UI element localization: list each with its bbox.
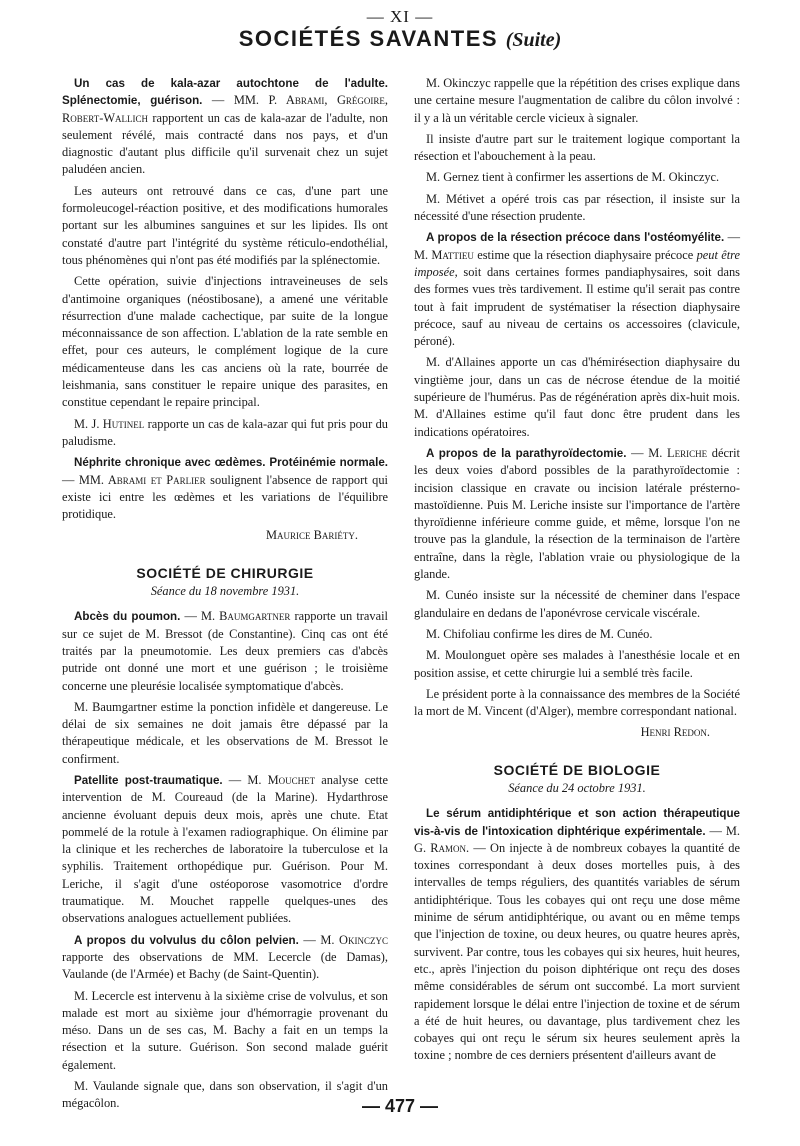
page-number: — 477 — xyxy=(361,1096,439,1116)
paragraph-text: soit dans certaines formes pandiaphysaires, soit dans des formes vues très tardivement. Il estime qu'il serait pas contre tout à fait imprudent de systématiser la résection diaphysaire précoce, sauf au niveau de certains os accessoires (clavicule, péroné). xyxy=(414,264,740,349)
title-text: SOCIÉTÉS SAVANTES xyxy=(238,26,499,51)
paragraph-text-italic: peut être imposée, xyxy=(414,247,740,279)
paragraph-text: rapporte un travail sur ce sujet de M. Bressot (de Constantine). Cinq cas ont été traités par la pneumotomie. Les deux premiers cas d'abcès putride ont donné une mort et une guérison ; le troisième concerne une pleurésie localisée symptomatique d'abcès. xyxy=(62,609,388,693)
paragraph-text: analyse cette intervention de M. Coureaud (de la Marine). Hydarthrose ancienne évoluant depuis deux mois, après une chute. Etat pommelé de la rotule à l'examen radiographique. On élimine par la clinique et les recherches de laboratoire la tuberculose et la syphilis. Traitement orthopédique pur. Guérison. Pour M. Leriche, il s'agit d'une ostéoporose vasomotrice d'ordre traumatique. M. Mouchet rappelle quelques-unes des observations analogues actuellement publiées. xyxy=(62,772,388,926)
article-parathyroidectomie: A propos de la parathyroïdectomie. — M. Leriche décrit les deux voies d'abord possibles de la parathyroïdectomie : incision classique en cravate ou incision latérale présterno-mastoïdienne. Puis M. Leriche insiste sur l'importance de l'artère thyroïdienne inférieure comme guide, et même, lorsque l'on ne trouve pas la glandule, la résection de la terminaison de l'artère entraîne, dans la règle, l'ablation vraie ou physiologique de la glande. xyxy=(414,445,740,582)
paragraph: Les auteurs ont retrouvé dans ce cas, d'une part une formoleucogel-réaction positive, et des modifications humorales portant sur les albumines sanguines et sur les lipides. Ils ont constaté d'autre part l'intégrité du système réticulo-endothélial, tous phénomènes qui n'ont pas été modifiés par la splénectomie. xyxy=(62,183,388,267)
author: M. G. Ramon. xyxy=(414,823,740,855)
article-title: Patellite post-traumatique. xyxy=(74,773,223,787)
article-serum: Le sérum antidiphtérique et son action thérapeutique vis-à-vis de l'intoxication diphtérique expérimentale. — M. G. Ramon. — On injecte à de nombreux cobayes la quantité de toxines correspondant à deux doses mortelles puis, à des intervalles de temps réguliers, des quantités variables de sérum antidiphtérique. Tous les cobayes qui ont reçu une dose même minime de sérum antidiphtérique, ou avant ou en même temps que l'injection de toxine, ou deux heures, ou quatre heures après, survivent. Par contre, tous les cobayes qui six heures, huit heures, etc., après l'injection du poison diphtérique ont reçu des doses même considérables de sérum ont succombé. La mort survient rapidement lorsque le délai entre l'injection de toxine et de sérum a été de huit heures, ou davantage, plus tardivement chez les cobayes qui ont reçu le sérum six heures seulement après la toxine ; nombre de ces derniers présentent d'ailleurs avant de xyxy=(414,807,740,1063)
author: M. Okinczyc xyxy=(320,932,388,947)
paragraph xyxy=(62,416,388,451)
page-title xyxy=(0,26,800,51)
author: M. J. Hutinel xyxy=(74,416,145,431)
author: M. Leriche xyxy=(648,445,708,460)
paragraph: M. Baumgartner estime la ponction infidèle et dangereuse. Le délai de six semaines ne doit jamais être dépassé par la thérapeutique médicale, et les observations de M. Bressot le confirment. xyxy=(62,699,388,766)
paragraph: M. Okinczyc rappelle que la répétition des crises explique dans une certaine mesure l'augmentation de calibre du côlon involvé : il y a là un véritable cercle vicieux à signaler. xyxy=(414,76,740,125)
paragraph: M. Lecercle est intervenu à la sixième crise de volvulus, et son malade est mort au sixième jour d'hémorragie provenant du méso. Dans un de ses cas, M. Bachy a fait en un temps la résection et la suture. Guérison. Son second malade guérit également. xyxy=(62,988,388,1072)
article-patellite: Patellite post-traumatique. — M. Mouchet analyse cette intervention de M. Coureaud (de la Marine). Hydarthrose ancienne évoluant depuis deux mois, après une chute. Etat pommelé de la rotule à l'examen radiographique. On élimine par la clinique et les recherches de laboratoire la tuberculose et la syphilis. Traitement orthopédique pur. Guérison. Pour M. Leriche, il s'agit d'une ostéoporose vasomotrice d'ordre traumatique. M. Mouchet rappelle quelques-unes des observations analogues actuellement publiées. xyxy=(62,772,388,926)
authors: MM. P. Abrami, Grégoire, Robert-Wallich xyxy=(62,93,388,125)
paragraph: M. Chifoliau confirme les dires de M. Cunéo. xyxy=(426,626,653,641)
section-title-biologie: SOCIÉTÉ DE BIOLOGIE xyxy=(493,761,661,778)
paragraph: M. Vaulande signale que, dans son observation, il s'agit d'un mégacôlon. xyxy=(62,1079,388,1111)
article-title: A propos du volvulus du côlon pelvien. xyxy=(74,933,299,947)
authors: MM. Abrami et Parlier xyxy=(78,472,206,487)
paragraph-text: soulignent l'absence de rapport qui existe ici entre les œdèmes et les variations de l'équilibre protidique. xyxy=(62,472,388,522)
paragraph: Cette opération, suivie d'injections intraveineuses de sels d'antimoine organiques (néostibosane), a amené une véritable résurrection d'une malade cachectique, par suite de la longue méconnaissance de son affection. L'ablation de la rate semble en effet, pour ces auteurs, le complément logique de la cure médicamenteuse dans les cas anciens où la rate, bourrée de leishmania, sans constituer le repaire unique des parasites, en constitue cependant le repaire principal. xyxy=(62,274,388,410)
article-volvulus: A propos du volvulus du côlon pelvien. — M. Okinczyc rapporte des observations de MM. Lecercle (de Damas), Vaulande (de l'Armée) et Bachy (de Saint-Quentin). xyxy=(62,932,388,982)
page-roman-numeral: — XI — xyxy=(366,7,434,26)
article-kala-azar: Un cas de kala-azar autochtone de l'adulte. Splénectomie, guérison. — MM. P. Abrami, Grégoire, Robert-Wallich rapportent un cas de kala-azar de l'adulte, non seulement révélé, mais contracté dans nos pays, et d'un diagnostic d'autant plus difficile qu'il survenait chez un sujet paludéen ancien. xyxy=(62,77,388,177)
right-column xyxy=(414,75,740,1069)
article-title: Abcès du poumon. xyxy=(74,610,181,624)
paragraph-text: décrit les deux voies d'abord possibles de la parathyroïdectomie : incision classique en cravate ou incision latérale présterno-mastoïdienne. Puis M. Leriche insiste sur l'importance de l'artère thyroïdienne inférieure comme guide, et même, lorsque l'on ne trouve pas la glandule, la résection de la terminaison de l'artère entraîne, dans la règle, l'ablation vraie ou physiologique de la glande. xyxy=(414,445,740,582)
paragraph-text: estime que la résection diaphysaire précoce xyxy=(477,247,694,262)
article-title: A propos de la parathyroïdectomie. xyxy=(426,446,627,460)
article-title: Néphrite chronique avec œdèmes. Protéinémie normale. xyxy=(74,456,388,470)
paragraph: M. d'Allaines apporte un cas d'hémirésection diaphysaire du vingtième jour, dans un cas de nécrose étendue de la moitié supérieure de l'humérus. Pas de régénération après dix-huit mois. M. d'Allaines estime qu'il faut donc être prudent dans les indications opératoires. xyxy=(414,355,740,439)
author: M. Mattieu xyxy=(414,247,474,262)
section-title-chirurgie: SOCIÉTÉ DE CHIRURGIE xyxy=(136,564,314,581)
section-date: Séance du 18 novembre 1931. xyxy=(150,584,300,599)
paragraph: Le président porte à la connaissance des membres de la Société la mort de M. Vincent (d'Alger), membre correspondant national. xyxy=(414,686,740,719)
article-title: A propos de la résection précoce dans l'ostéomyélite. xyxy=(426,231,725,245)
author: M. Mouchet xyxy=(247,772,316,787)
paragraph: M. Moulonguet opère ses malades à l'anesthésie locale et en position assise, et cette chirurgie lui a semblé très facile. xyxy=(414,648,740,680)
paragraph-text: rapportent un cas de kala-azar de l'adulte, non seulement révélé, mais contracté dans nos pays, et d'un diagnostic d'autant plus difficile qu'il survenait chez un sujet paludéen ancien. xyxy=(62,110,388,177)
article-abces: Abcès du poumon. — M. Baumgartner rapporte un travail sur ce sujet de M. Bressot (de Constantine). Cinq cas ont été traités par la pneumotomie. Les deux premiers cas d'abcès putride ont donné une mort et une guérison ; le troisième concerne une pleurésie localisée symptomatique d'abcès. xyxy=(62,609,388,693)
author: M. Baumgartner xyxy=(200,609,291,624)
signature: Henri Redon. xyxy=(640,725,710,740)
article-nephrite: Néphrite chronique avec œdèmes. Protéinémie normale. — MM. Abrami et Parlier soulignent l'absence de rapport qui existe ici entre les œdèmes et les variations de l'équilibre protidique. xyxy=(62,456,388,522)
left-column xyxy=(62,75,388,1117)
section-date: Séance du 24 octobre 1931. xyxy=(508,780,646,795)
article-osteomyelite: A propos de la résection précoce dans l'ostéomyélite. — M. Mattieu estime que la résection diaphysaire précoce peut être imposée, soit dans certaines formes pandiaphysaires, soit dans des formes vues très tardivement. Il estime qu'il serait pas contre tout à fait imprudent de systématiser la résection diaphysaire précoce, sauf au niveau de certains os accessoires (clavicule, péroné). xyxy=(414,230,740,349)
paragraph: Il insiste d'autre part sur le traitement logique comportant la résection et l'abouchement à la peau. xyxy=(414,131,740,164)
title-suite: (Suite) xyxy=(505,29,562,51)
signature: Maurice Bariéty. xyxy=(266,528,358,543)
paragraph-text: rapporte un cas de kala-azar qui fut pris pour du paludisme. xyxy=(62,416,388,448)
article-title: Le sérum antidiphtérique et son action thérapeutique vis-à-vis de l'intoxication diphtérique expérimentale. xyxy=(414,807,740,838)
article-title: Un cas de kala-azar autochtone de l'adulte. Splénectomie, guérison. xyxy=(62,77,388,108)
paragraph: M. Cunéo insiste sur la nécessité de cheminer dans l'espace glandulaire en dedans de l'aponévrose cervicale viscérale. xyxy=(414,588,740,620)
paragraph-text: rapporte des observations de MM. Lecercle (de Damas), Vaulande (de l'Armée) et Bachy (de Saint-Quentin). xyxy=(62,949,388,982)
paragraph-text: On injecte à de nombreux cobayes la quantité de toxines correspondant à deux doses mortelles puis, à des intervalles de temps réguliers, des quantités variables de sérum antidiphtérique. Tous les cobayes qui ont reçu une dose même minime de sérum antidiphtérique, ou avant ou en même temps que l'injection de toxine, ou deux heures, ou quatre heures après, survivent. Par contre, tous les cobayes qui six heures, huit heures, etc., après l'injection du poison diphtérique ont reçu des doses même considérables de sérum ont succombé. La mort survient rapidement lorsque le délai entre l'injection de toxine et de sérum a été de huit heures, ou davantage, plus tardivement chez les cobayes qui ont reçu le sérum six heures seulement après la toxine ; nombre de ces derniers présentent d'ailleurs avant de xyxy=(414,840,740,1063)
paragraph: M. Métivet a opéré trois cas par résection, il insiste sur la nécessité d'une résection prudente. xyxy=(414,191,740,224)
paragraph: M. Gernez tient à confirmer les assertions de M. Okinczyc. xyxy=(426,170,720,185)
